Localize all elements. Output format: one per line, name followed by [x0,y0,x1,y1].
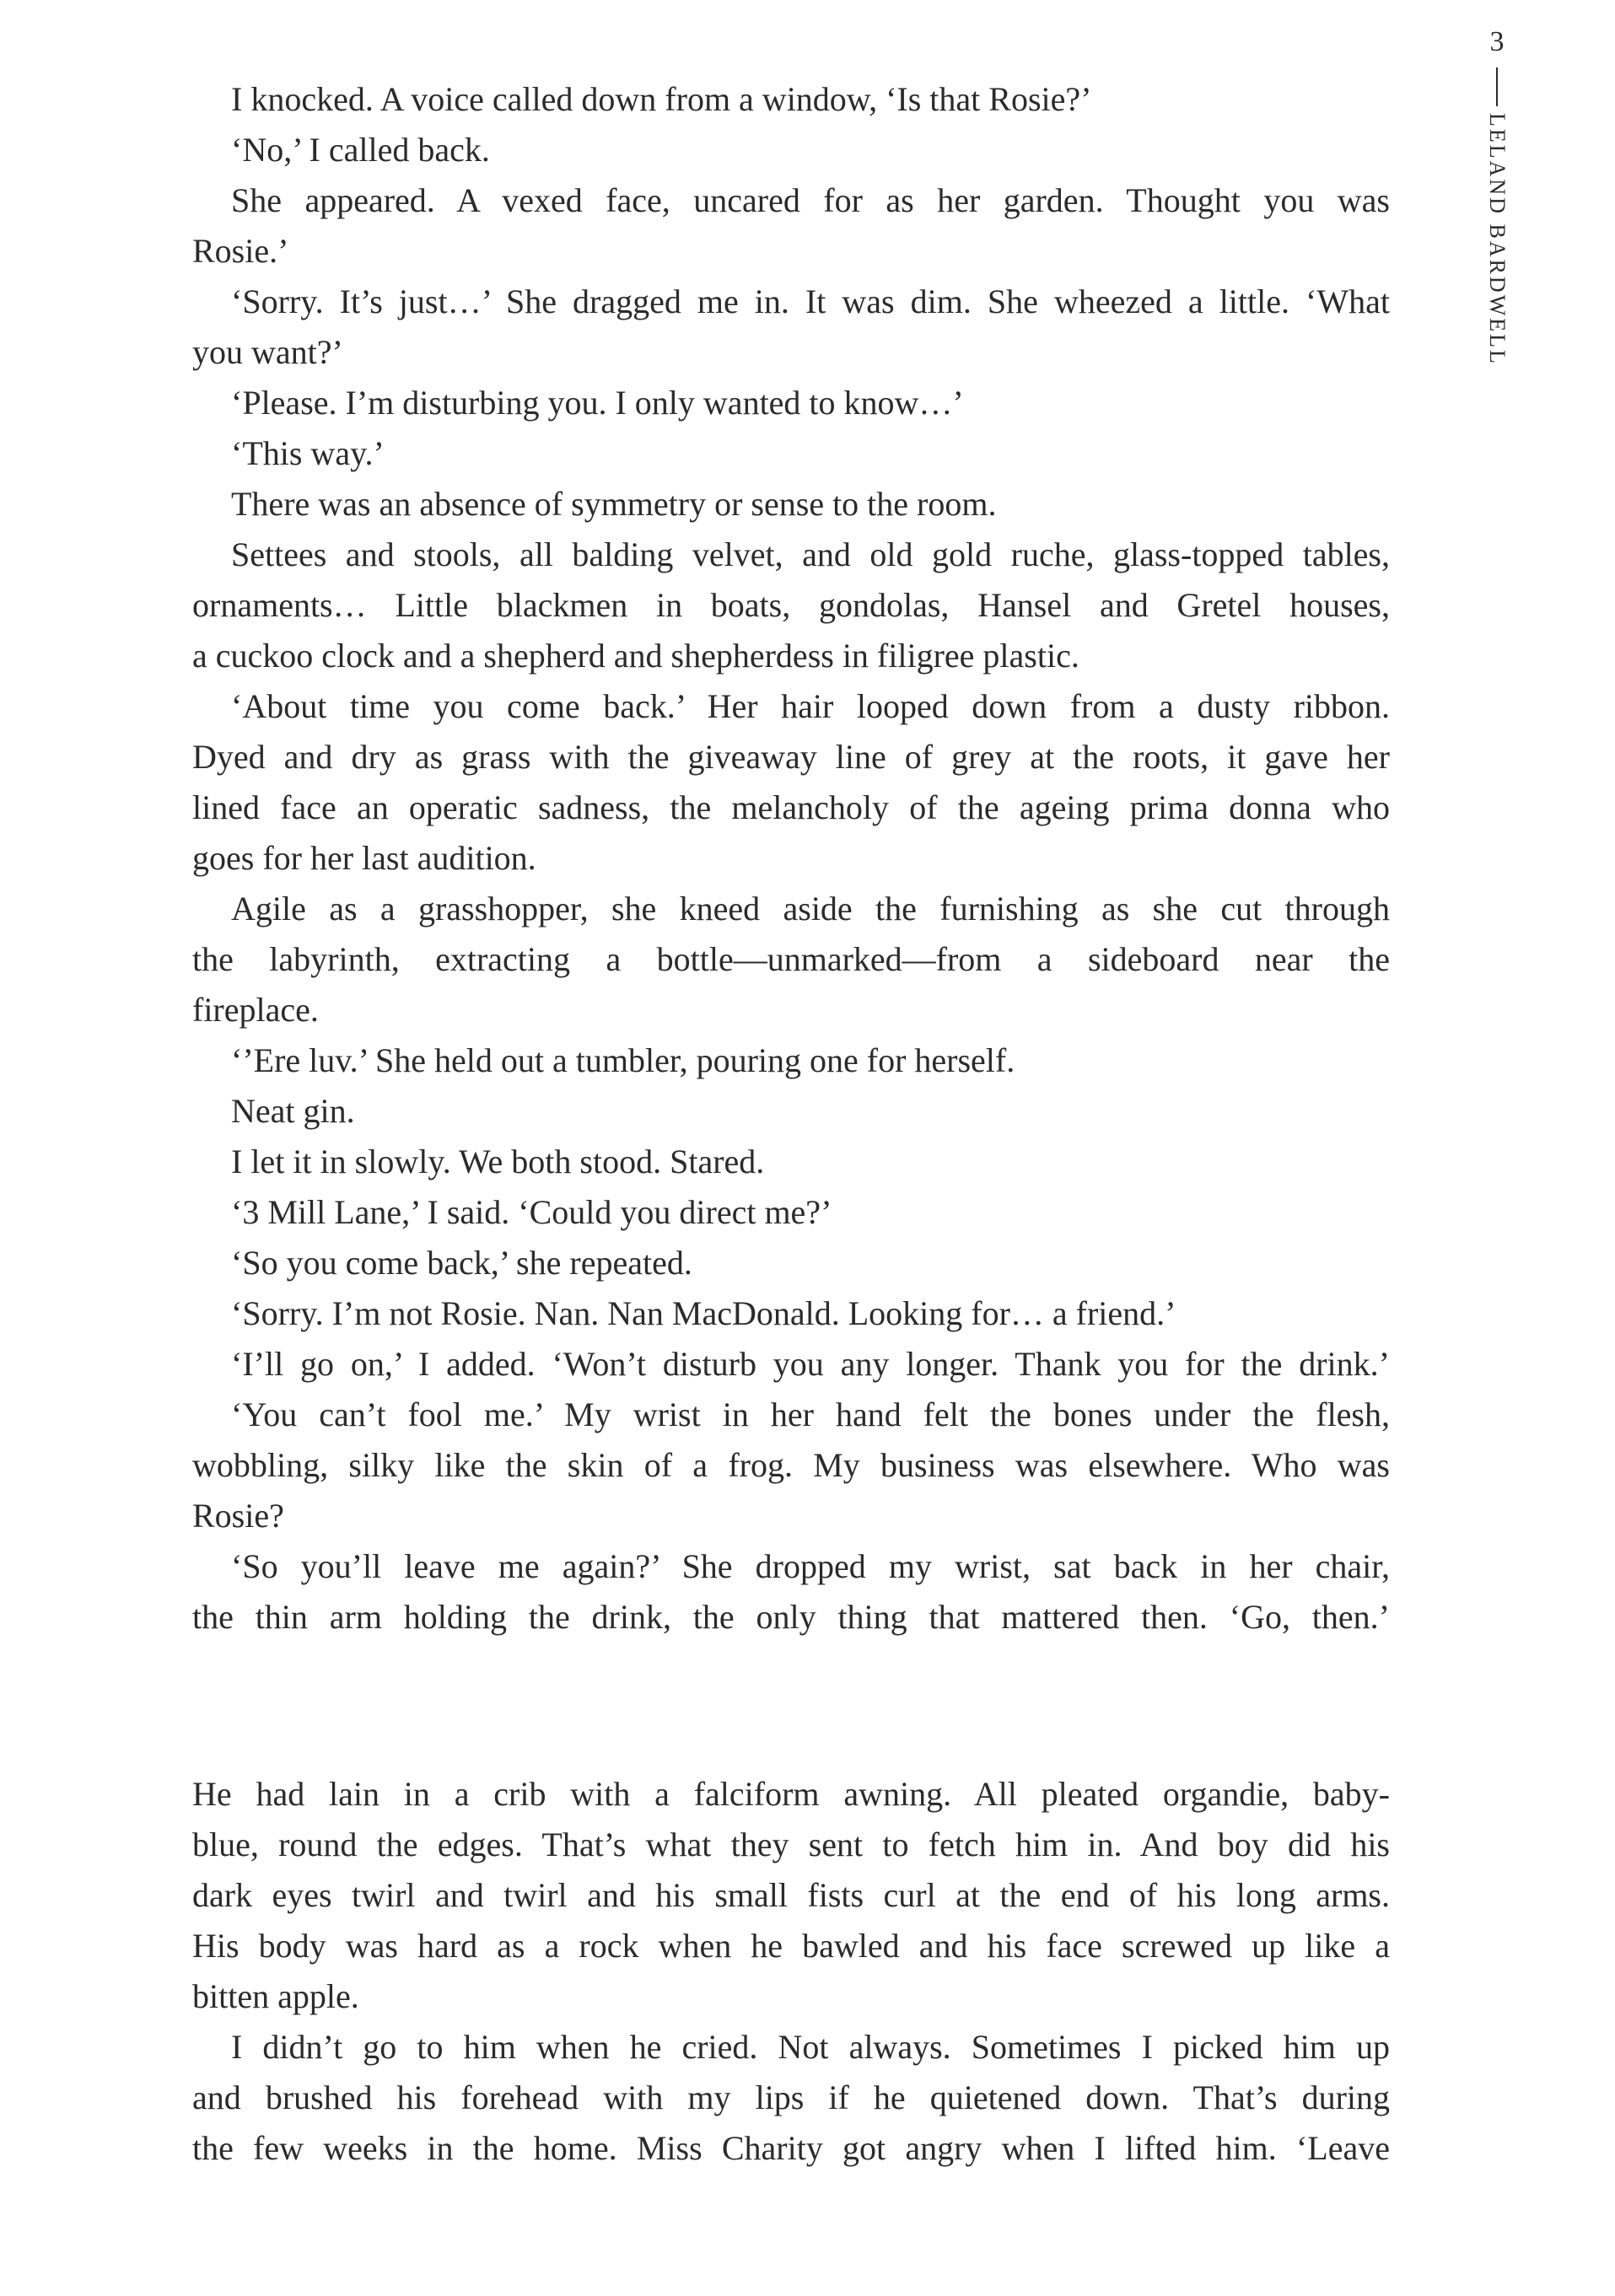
text-line: ‘You can’t fool me.’ My wrist in her hand felt the bones under the flesh, [231,1395,1390,1433]
text-line: a cuckoo clock and a shepherd and shepherdess in filigree plastic. [192,637,1079,675]
text-line: ‘Sorry. I’m not Rosie. Nan. Nan MacDonald. Looking for… a friend.’ [231,1294,1176,1332]
text-line: ‘3 Mill Lane,’ I said. ‘Could you direct me?’ [231,1193,832,1231]
text-line: I knocked. A voice called down from a window, ‘Is that Rosie?’ [231,80,1092,118]
text-line: the labyrinth, extracting a bottle—unmarked—from a sideboard near the [192,940,1390,978]
page-body [192,74,1390,2174]
text-line: dark eyes twirl and twirl and his small fists curl at the end of his long arms. [192,1876,1390,1914]
text-line: Rosie.’ [192,232,289,270]
text-line: Rosie? [192,1497,284,1535]
text-line: ‘’Ere luv.’ She held out a tumbler, pouring one for herself. [231,1041,1015,1079]
text-line: Dyed and dry as grass with the giveaway line of grey at the roots, it gave her [192,738,1390,776]
running-head [1472,25,1522,379]
text-line: and brushed his forehead with my lips if he quietened down. That’s during [192,2078,1390,2116]
text-line: blue, round the edges. That’s what they sent to fetch him in. And boy did his [192,1826,1390,1863]
section-break [192,1643,1390,1769]
text-line: I let it in slowly. We both stood. Stared. [231,1143,765,1180]
text-line: lined face an operatic sadness, the melancholy of the ageing prima donna who [192,788,1390,826]
text-line: Agile as a grasshopper, she kneed aside the furnishing as she cut through [231,890,1390,928]
text-line: goes for her last audition. [192,839,536,877]
text-line: ‘About time you come back.’ Her hair looped down from a dusty ribbon. [231,687,1390,725]
text-line: ‘So you come back,’ she repeated. [231,1244,692,1282]
text-line: wobbling, silky like the skin of a frog. My business was elsewhere. Who was [192,1446,1390,1484]
text-line: ‘So you’ll leave me again?’ She dropped my wrist, sat back in her chair, [231,1547,1390,1585]
text-line: She appeared. A vexed face, uncared for as her garden. Thought you was [231,181,1390,219]
text-line: Settees and stools, all balding velvet, and old gold ruche, glass-topped tables, [231,535,1390,573]
text-line: the thin arm holding the drink, the only thing that mattered then. ‘Go, then.’ [192,1598,1390,1636]
text-line: He had lain in a crib with a falciform awning. All pleated organdie, baby- [192,1775,1390,1813]
text-line: fireplace. [192,991,319,1029]
text-line: the few weeks in the home. Miss Charity got angry when I lifted him. ‘Leave [192,2129,1390,2167]
text-line: ‘I’ll go on,’ I added. ‘Won’t disturb you any longer. Thank you for the drink.’ [231,1345,1390,1383]
text-line: ‘No,’ I called back. [231,131,490,169]
text-line: ‘This way.’ [231,434,385,472]
text-line: ‘Sorry. It’s just…’ She dragged me in. It was dim. She wheezed a little. ‘What [231,282,1390,320]
text-line: There was an absence of symmetry or sense to the room. [231,485,997,523]
author-name: LELAND BARDWELL [1485,113,1510,366]
text-line: ‘Please. I’m disturbing you. I only wanted to know…’ [231,384,964,422]
text-line: Neat gin. [231,1092,355,1130]
text-line: bitten apple. [192,1977,359,2015]
text-line: you want?’ [192,333,343,371]
text-line: ornaments… Little blackmen in boats, gondolas, Hansel and Gretel houses, [192,586,1390,624]
text-line: I didn’t go to him when he cried. Not always. Sometimes I picked him up [231,2028,1390,2066]
text-line: His body was hard as a rock when he bawled and his face screwed up like a [192,1927,1390,1965]
header-rule [1496,67,1498,106]
page-number: 3 [1489,26,1505,57]
